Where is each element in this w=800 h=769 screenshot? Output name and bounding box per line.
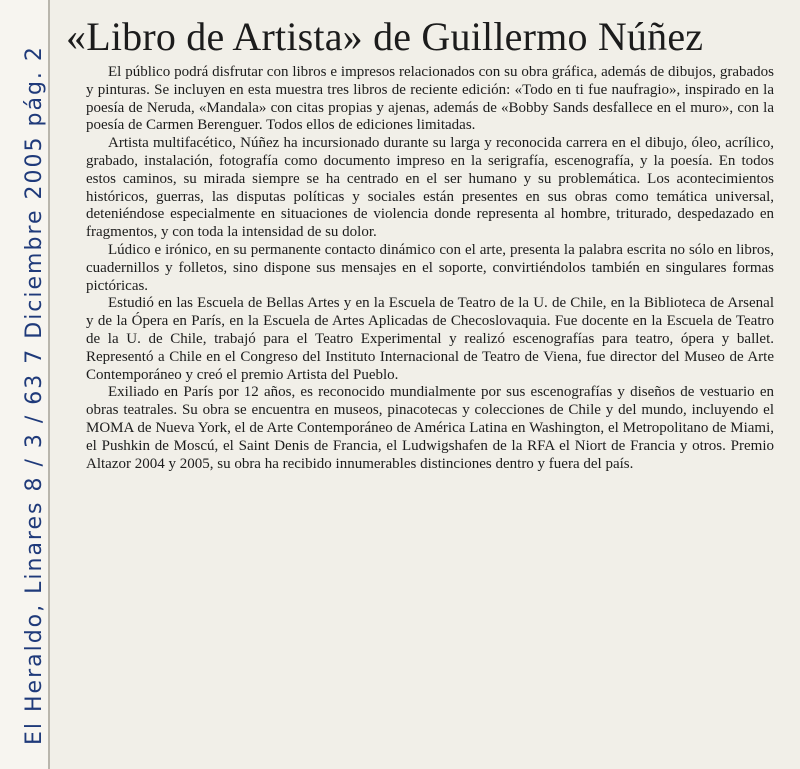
article-paragraph: Lúdico e irónico, en su permanente contacto dinámico con el arte, presenta la palabra escrita no sólo en libros, cuadernillos y folletos, sino dispone sus mensajes en el soporte, convirtiéndolos también en singulares formas pictóricas. [86,241,774,294]
article-paragraph: El público podrá disfrutar con libros e impresos relacionados con su obra gráfica, además de dibujos, grabados y pinturas. Se incluyen en esta muestra tres libros de reciente edición: «Todo en ti fue naufragio», inspirado en la poesía de Neruda, «Mandala» con citas propias y ajenas, además de «Bobby Sands desfallece en el muro», con la poesía de Carmen Berenguer. Todos ellos de ediciones limitadas. [86,64,774,134]
article-headline: «Libro de Artista» de Guillermo Núñez [66,14,704,59]
article-paragraph: Estudió en las Escuela de Bellas Artes y en la Escuela de Teatro de la U. de Chile, en la Biblioteca de Arsenal y de la Ópera en París, en la Escuela de Artes Aplicadas de Checoslovaquia. Fue docente en la Escuela de Teatro de la U. de Chile, trabajó para el Teatro Experimental y realizó escenografías para teatro, ópera y ballet. Representó a Chile en el Congreso del Instituto Internacional de Teatro de Viena, fue director del Museo de Arte Contemporáneo y creó el premio Artista del Pueblo. [86,295,774,383]
handwritten-source-note: El Heraldo, Linares 8 / 3 / 63 7 Diciembre 2005 pág. 2 [22,45,47,745]
article-paragraph: Exiliado en París por 12 años, es reconocido mundialmente por sus escenografías y diseños de vestuario en obras teatrales. Su obra se encuentra en museos, pinacotecas y colecciones de Chile y del mundo, incluyendo el MOMA de Nueva York, el de Arte Contemporáneo de América Latina en Washington, el Metropolitano de Miami, el Pushkin de Moscú, el Saint Denis de Francia, el Ludwigshafen de la RFA el Niort de Francia y otros. Premio Altazor 2004 y 2005, su obra ha recibido innumerables distinciones dentro y fuera del país. [86,384,774,472]
article-paragraph: Artista multifacético, Núñez ha incursionado durante su larga y reconocida carrera en el dibujo, óleo, acrílico, grabado, instalación, fotografía como documento impreso en la serigrafía, escenografía, y la poesía. En todos estos caminos, su mirada siempre se ha centrado en el ser humano y su problemática. Los acontecimientos históricos, guerras, las disputas políticas y sociales están presentes en sus obras como temática universal, deteniéndose especialmente en situaciones de violencia donde representa al hombre, triturado, despedazado en fragmentos, y con toda la intensidad de su dolor. [86,135,774,241]
article-body [86,64,774,473]
